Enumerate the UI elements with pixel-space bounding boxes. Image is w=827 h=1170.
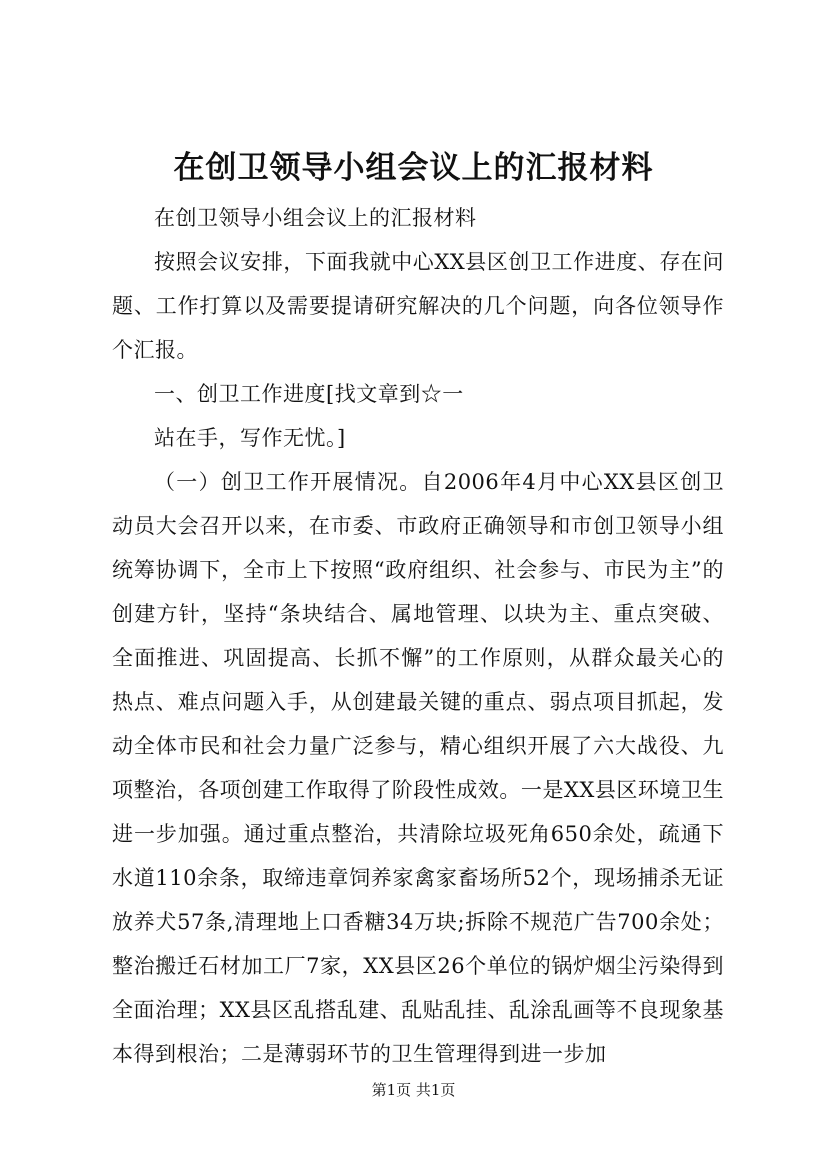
paragraph-progress-details: （一）创卫工作开展情况。自2006年4月中心XX县区创卫动员大会召开以来，在市委、市政府正确领导和市创卫领导小组统筹协调下，全市上下按照“政府组织、社会参与、市民为主”的创建方针，坚持“条块结合、属地管理、以块为主、重点突破、全面推进、巩固提高、长抓不懈”的工作原则，从群众最关心的热点、难点问题入手，从创建最关键的重点、弱点项目抓起，发动全体市民和社会力量广泛参与，精心组织开展了六大战役、九项整治，各项创建工作取得了阶段性成效。一是XX县区环境卫生进一步加强。通过重点整治，共清除垃圾死角650余处，疏通下水道110余条，取缔违章饲养家禽家畜场所52个，现场捕杀无证放养犬57条,清理地上口香糖34万块;拆除不规范广告700余处；整治搬迁石材加工厂7家，XX县区26个单位的锅炉烟尘污染得到全面治理；XX县区乱搭乱建、乱贴乱挂、乱涂乱画等不良现象基本得到根治；二是薄弱环节的卫生管理得到进一步加 xyxy=(112,470,724,1066)
paragraph-intro: 按照会议安排，下面我就中心XX县区创卫工作进度、存在问题、工作打算以及需要提请研究解决的几个问题，向各位领导作个汇报。 xyxy=(112,250,724,362)
paragraph-section-heading: 一、创卫工作进度[找文章到☆一 xyxy=(154,382,464,406)
document-body xyxy=(112,196,724,1076)
paragraph-subtitle: 在创卫领导小组会议上的汇报材料 xyxy=(154,206,477,230)
page-footer: 第1页 共1页 xyxy=(371,1081,456,1099)
paragraph-section-heading-continued: 站在手，写作无忧。] xyxy=(154,426,346,450)
document-title: 在创卫领导小组会议上的汇报材料 xyxy=(173,150,654,186)
